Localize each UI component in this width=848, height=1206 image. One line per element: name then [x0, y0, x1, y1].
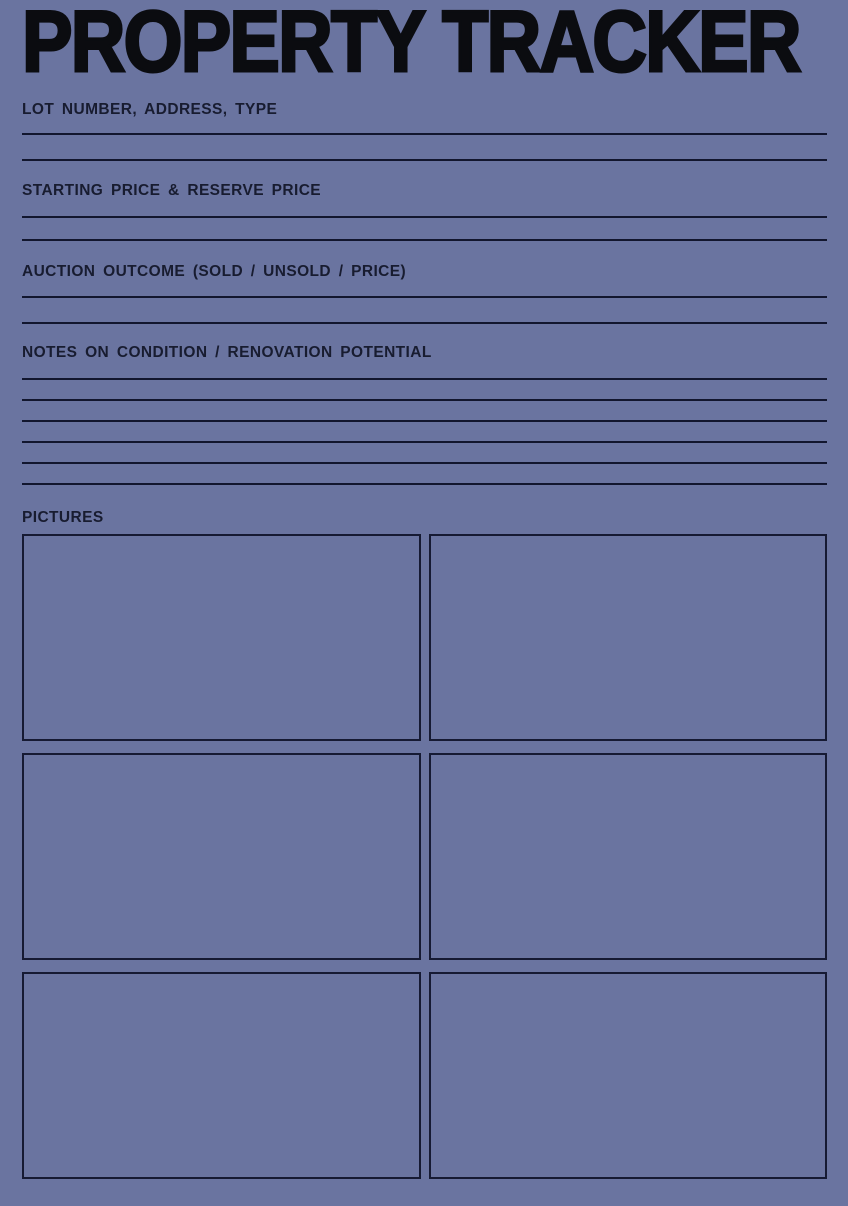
write-line — [22, 401, 827, 422]
field-label-lot: LOT NUMBER, ADDRESS, TYPE — [22, 101, 278, 118]
picture-placeholder — [22, 534, 421, 741]
field-lot-number-address-type — [22, 101, 827, 161]
page-header — [22, 0, 827, 90]
write-line — [22, 443, 827, 464]
field-auction-outcome — [22, 263, 827, 324]
write-line — [22, 218, 827, 241]
pictures-section — [22, 509, 827, 1179]
field-notes-condition — [22, 344, 827, 485]
write-line — [22, 119, 827, 135]
write-line — [22, 135, 827, 161]
field-label-price: STARTING PRICE & RESERVE PRICE — [22, 182, 322, 199]
write-line — [22, 422, 827, 443]
page-title: PROPERTY TRACKER — [22, 0, 800, 90]
picture-placeholder — [429, 972, 828, 1179]
write-line — [22, 362, 827, 380]
write-line — [22, 380, 827, 401]
write-line — [22, 298, 827, 324]
picture-placeholder — [429, 753, 828, 960]
picture-placeholder — [22, 753, 421, 960]
write-line — [22, 464, 827, 485]
field-starting-reserve-price — [22, 182, 827, 241]
picture-placeholder — [22, 972, 421, 1179]
pictures-label: PICTURES — [22, 509, 104, 526]
picture-placeholder — [429, 534, 828, 741]
write-line — [22, 200, 827, 218]
write-line — [22, 281, 827, 298]
field-label-notes: NOTES ON CONDITION / RENOVATION POTENTIAL — [22, 344, 432, 361]
field-label-outcome: AUCTION OUTCOME (SOLD / UNSOLD / PRICE) — [22, 263, 407, 280]
pictures-grid — [22, 534, 827, 1179]
